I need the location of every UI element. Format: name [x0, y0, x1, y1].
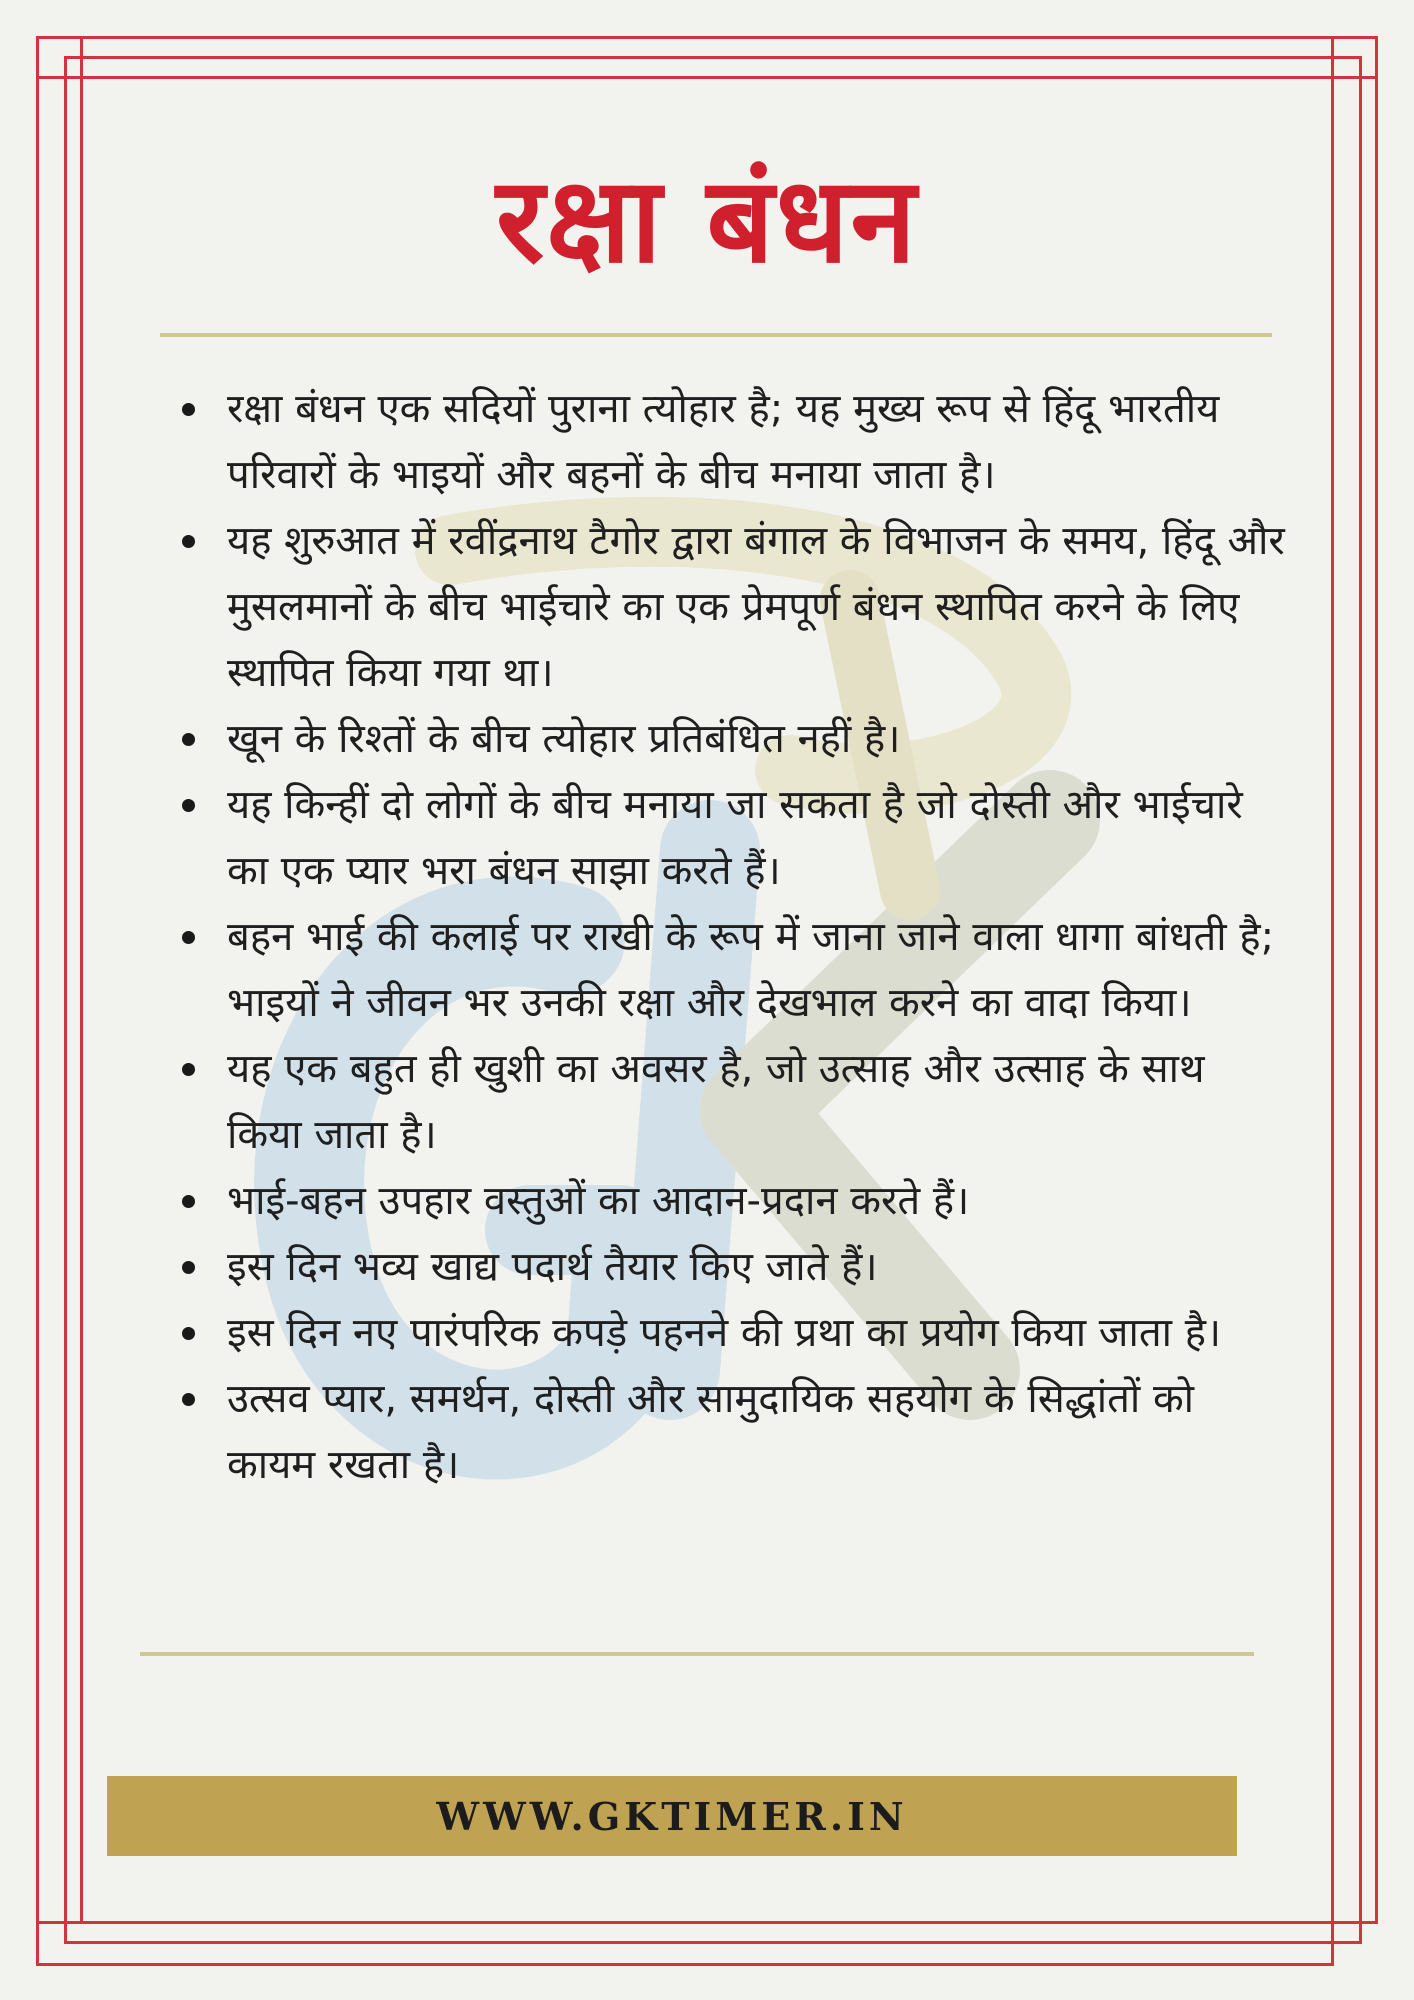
bullet-icon	[182, 733, 195, 746]
list-item	[170, 1300, 1290, 1366]
list-item-text: खून के रिश्तों के बीच त्योहार प्रतिबंधित नहीं है।	[227, 716, 901, 762]
bullet-icon	[182, 1327, 195, 1340]
bullet-icon	[182, 1393, 195, 1406]
list-item	[170, 1036, 1290, 1168]
list-item-text: यह शुरुआत में रवींद्रनाथ टैगोर द्वारा बंगाल के विभाजन के समय, हिंदू और मुसलमानों के बीच भाईचारे का एक प्रेमपूर्ण बंधन स्थापित करने के लिए स्थापित किया गया था।	[227, 518, 1285, 696]
bullet-icon	[182, 1195, 195, 1208]
list-item-text: इस दिन नए पारंपरिक कपड़े पहनने की प्रथा का प्रयोग किया जाता है।	[227, 1310, 1222, 1356]
list-item	[170, 1234, 1290, 1300]
bullet-list	[170, 376, 1290, 1498]
list-item	[170, 508, 1290, 706]
list-item-text: बहन भाई की कलाई पर राखी के रूप में जाना जाने वाला धागा बांधती है; भाइयों ने जीवन भर उनकी रक्षा और देखभाल करने का वादा किया।	[227, 914, 1275, 1026]
bullet-icon	[182, 535, 195, 548]
bottom-divider	[140, 1652, 1254, 1656]
title-divider	[160, 333, 1272, 337]
list-item	[170, 1366, 1290, 1498]
bullet-icon	[182, 799, 195, 812]
bullet-icon	[182, 403, 195, 416]
list-item	[170, 772, 1290, 904]
bullet-icon	[182, 1063, 195, 1076]
list-item-text: भाई-बहन उपहार वस्तुओं का आदान-प्रदान करते हैं।	[227, 1178, 970, 1224]
list-item-text: यह एक बहुत ही खुशी का अवसर है, जो उत्साह और उत्साह के साथ किया जाता है।	[227, 1046, 1205, 1158]
bullet-icon	[182, 931, 195, 944]
list-item	[170, 376, 1290, 508]
list-item	[170, 1168, 1290, 1234]
list-item-text: उत्सव प्यार, समर्थन, दोस्ती और सामुदायिक सहयोग के सिद्धांतों को कायम रखता है।	[227, 1376, 1195, 1488]
list-item-text: यह किन्हीं दो लोगों के बीच मनाया जा सकता है जो दोस्ती और भाईचारे का एक प्यार भरा बंधन साझा करते हैं।	[227, 782, 1243, 894]
bullet-icon	[182, 1261, 195, 1274]
list-item-text: इस दिन भव्य खाद्य पदार्थ तैयार किए जाते हैं।	[227, 1244, 878, 1290]
footer-banner	[107, 1776, 1237, 1856]
website-link[interactable]: WWW.GKTIMER.IN	[436, 1793, 908, 1839]
list-item-text: रक्षा बंधन एक सदियों पुराना त्योहार है; यह मुख्य रूप से हिंदू भारतीय परिवारों के भाइयों और बहनों के बीच मनाया जाता है।	[227, 386, 1220, 498]
page-title: रक्षा बंधन	[496, 151, 918, 289]
list-item	[170, 706, 1290, 772]
list-item	[170, 904, 1290, 1036]
